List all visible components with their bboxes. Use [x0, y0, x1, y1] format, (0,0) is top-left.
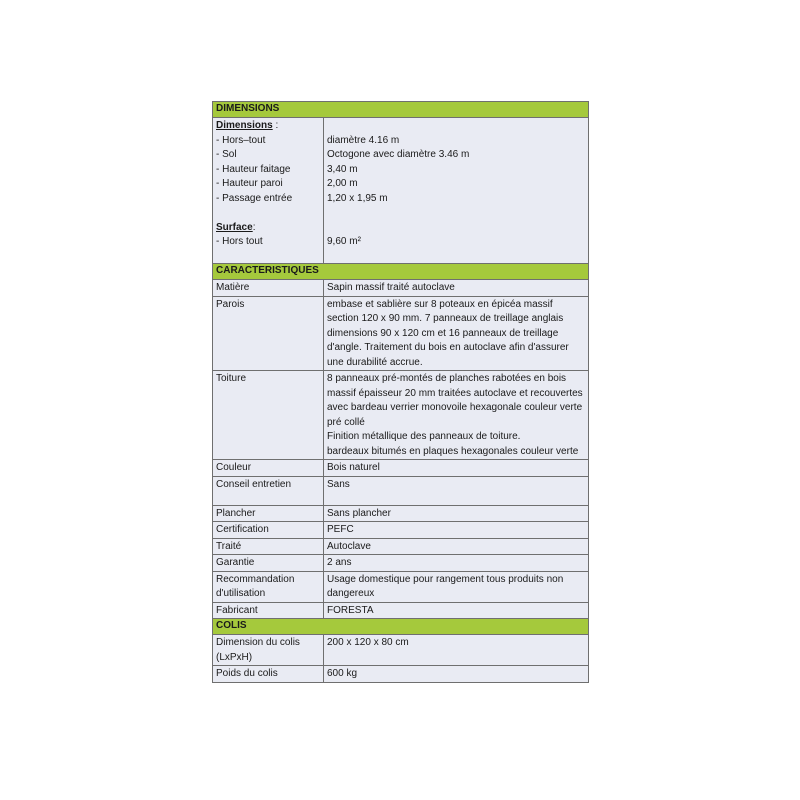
- dimensions-labels: [213, 118, 324, 264]
- section-title: DIMENSIONS: [213, 102, 589, 118]
- dim-value: Octogone avec diamètre 3.46 m: [327, 149, 470, 160]
- surface-heading: Surface: [216, 221, 253, 233]
- dimensions-values: [324, 118, 589, 264]
- dim-value: 3,40 m: [327, 163, 358, 175]
- table-row: [213, 666, 589, 683]
- row-value: 600 kg: [324, 666, 589, 683]
- row-value: Sans: [324, 476, 589, 505]
- row-value: Sapin massif traité autoclave: [324, 280, 589, 297]
- table-row: [213, 602, 589, 619]
- dim-label: - Hors–tout: [216, 134, 266, 146]
- row-label: Fabricant: [213, 602, 324, 619]
- spec-table: [212, 101, 589, 683]
- section-title: CARACTERISTIQUES: [213, 264, 589, 280]
- table-row: [213, 522, 589, 539]
- table-row: [213, 635, 589, 666]
- row-value: 8 panneaux pré-montés de planches rabotées en bois massif épaisseur 20 mm traitées autoclave et recouvertes avec bardeau verrier monovoile hexagonale couleur verte pré collé Finition métallique des panneaux de toiture. bardeaux bitumés en plaques hexagonales couleur verte: [324, 371, 589, 460]
- table-row: [213, 555, 589, 572]
- dim-label: - Hauteur faitage: [216, 163, 291, 175]
- surface-value: 9,60 m²: [327, 236, 361, 247]
- table-row: [213, 505, 589, 522]
- row-label: Couleur: [213, 460, 324, 477]
- dimensions-colon: :: [272, 120, 279, 131]
- row-value: Usage domestique pour rangement tous produits non dangereux: [324, 571, 589, 602]
- row-value: Autoclave: [324, 538, 589, 555]
- dim-value: 1,20 x 1,95 m: [327, 192, 388, 204]
- row-label: Plancher: [213, 505, 324, 522]
- dim-value: 2,00 m: [327, 178, 358, 189]
- row-value: PEFC: [324, 522, 589, 539]
- table-row: [213, 296, 589, 371]
- row-label: Traité: [213, 538, 324, 555]
- row-label: Poids du colis: [213, 666, 324, 683]
- row-value: Bois naturel: [324, 460, 589, 477]
- surface-label: - Hors tout: [216, 236, 263, 247]
- table-row: [213, 476, 589, 505]
- section-header-colis: [213, 619, 589, 635]
- section-header-caracteristiques: [213, 264, 589, 280]
- table-row: [213, 371, 589, 460]
- section-header-dimensions: [213, 102, 589, 118]
- table-row: [213, 571, 589, 602]
- dim-label: - Passage entrée: [216, 192, 293, 204]
- table-row: [213, 460, 589, 477]
- dim-label: - Hauteur paroi: [216, 178, 283, 189]
- row-label: Recommandation d'utilisation: [213, 571, 324, 602]
- row-label: Certification: [213, 522, 324, 539]
- dim-value: diamètre 4.16 m: [327, 134, 400, 146]
- section-title: COLIS: [213, 619, 589, 635]
- row-value: 200 x 120 x 80 cm: [324, 635, 589, 666]
- table-row: [213, 538, 589, 555]
- row-label: Toiture: [213, 371, 324, 460]
- table-row: [213, 280, 589, 297]
- row-label: Matière: [213, 280, 324, 297]
- row-value: embase et sablière sur 8 poteaux en épicéa massif section 120 x 90 mm. 7 panneaux de treillage anglais dimensions 90 x 120 cm et 16 panneaux de treillage d'angle. Traitement du bois en autoclave afin d'assurer une durabilité accrue.: [324, 296, 589, 371]
- row-value: Sans plancher: [324, 505, 589, 522]
- dim-label: - Sol: [216, 149, 237, 160]
- row-value: 2 ans: [324, 555, 589, 572]
- row-value: FORESTA: [324, 602, 589, 619]
- dimensions-heading: Dimensions: [216, 120, 273, 131]
- row-label: Garantie: [213, 555, 324, 572]
- row-label: Conseil entretien: [213, 476, 324, 505]
- surface-colon: :: [252, 221, 256, 233]
- dimensions-block: [213, 118, 589, 264]
- row-label: Parois: [213, 296, 324, 371]
- row-label: Dimension du colis (LxPxH): [213, 635, 324, 666]
